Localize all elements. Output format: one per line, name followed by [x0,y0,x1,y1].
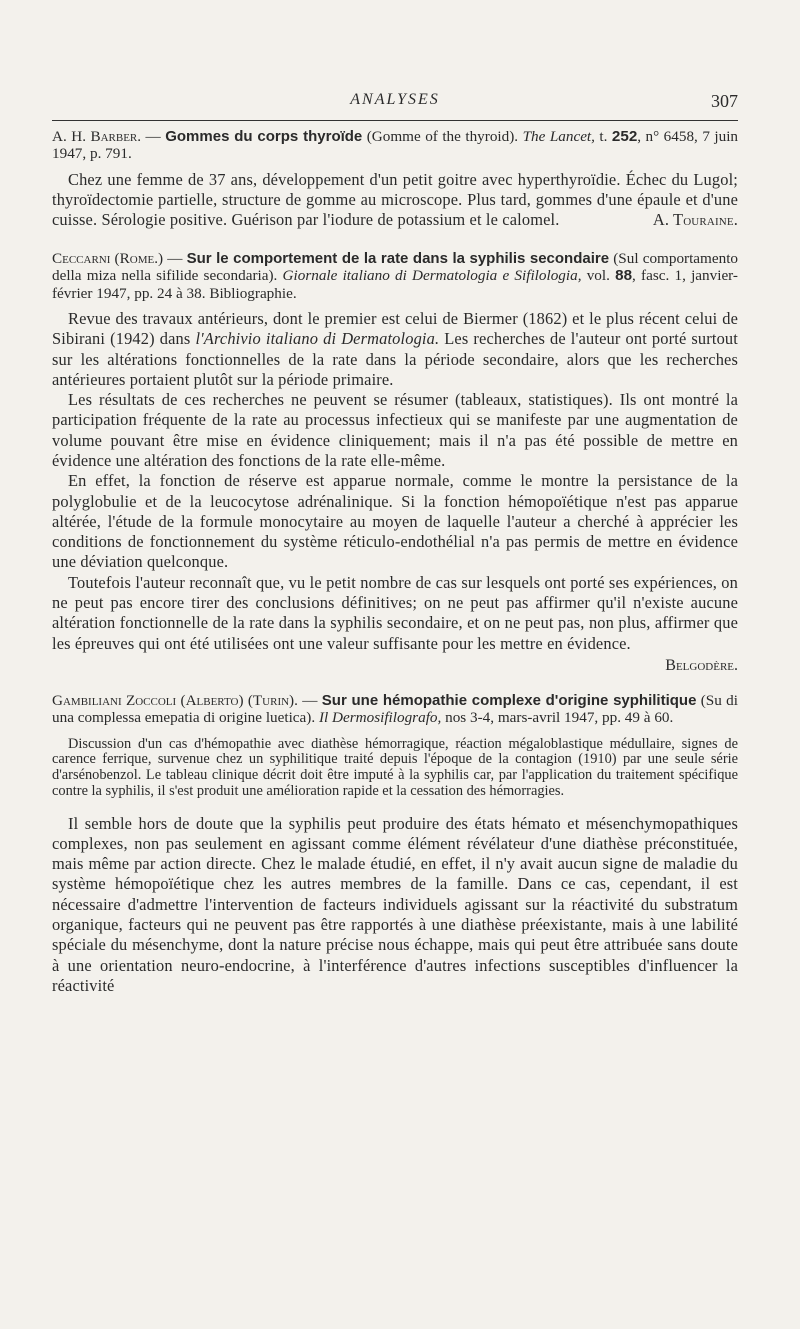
author: A. H. Barber. [52,128,142,145]
article-title: Sur une hémopathie complexe d'origine syphilitique [321,691,697,709]
signature: A. Touraine. [652,210,738,230]
reference: Ceccarni (Rome.) — Sur le comportement de la rate dans la syphilis secondaire (Sul comportamento della miza nella sifilide secondaria). Giornale italiano di Dermatologia e Sifilologia, vol. 88, fasc. 1, janvier-février 1947, pp. 24 à 38. Bibliographie. [52,249,739,302]
author: Ceccarni (Rome.) [52,249,164,267]
article-title: Sur le comportement de la rate dans la syphilis secondaire [186,249,610,267]
paragraph: En effet, la fonction de réserve est apparue normale, comme le montre la persistance de la polyglobulie et de la leucocytose adrénalinique. Si la fonction hémopoïétique n'est pas apparue altérée, l'étude de la formule monocytaire au moyen de laquelle l'auteur a cherché à apprécier les conditions de fonctionnement du système réticulo-endothélial n'a pas permis de mettre en évidence une déviation quelconque. [52,471,738,572]
entry-gambiliani [52,692,738,996]
entry-barber [52,128,738,231]
details: nos 3-4, mars-avril 1947, pp. 49 à 60. [441,709,674,727]
journal: The Lancet, [522,128,595,145]
summary-paragraph: Discussion d'un cas d'hémopathie avec diathèse hémorragique, réaction mégaloblastique médullaire, signes de carence ferrique, survenue chez un syphilitique traité depuis l'époque de la contagion (1910) par une seule série d'arsénobenzol. Le tableau clinique décrit doit être imputé à la syphilis car, par l'application du traitement spécifique contre la syphilis, il s'est produit une amélioration rapide et la cessation des hémorragies. [52,735,738,799]
reference: A. H. Barber. — Gommes du corps thyroïde (Gomme of the thyroid). The Lancet, t. 252, n° 6458, 7 juin 1947, p. 791. [52,128,739,163]
paragraph: Il semble hors de doute que la syphilis peut produire des états hémato et mésenchymopathiques complexes, non pas seulement en agissant comme élément révélateur d'une diathèse préconstituée, mais même par action directe. Chez le malade étudié, en effet, il n'y avait aucun signe de maladie du système hémopoïétique chez les autres membres de la famille. Dans ce cas, cependant, il est nécessaire d'admettre l'intervention de facteurs individuels agissant sur la réactivité du substratum organique, facteurs qui ne peuvent pas être rapportés à une diathèse préexistante, mais à une labilité spéciale du mésenchyme, dont la nature précise nous échappe, mais qui peut être attribuée sans doute à une orientation neuro-endocrine, à l'interférence d'autres infections susceptibles d'influencer la réactivité [52,813,738,995]
volume: 88 [615,267,633,285]
running-title: ANALYSES [350,91,440,108]
author: Gambiliani Zoccoli (Alberto) (Turin). [52,691,298,709]
reference: Gambiliani Zoccoli (Alberto) (Turin). — Sur une hémopathie complexe d'origine syphilitique (Su di una complessa emepatia di origine luetica). Il Dermosifilografo, nos 3-4, mars-avril 1947, pp. 49 à 60. [52,691,738,727]
details: , fasc. 1, janvier-février 1947, pp. 24 à 38. Bibliographie. [52,267,738,302]
original-title: (Su di una complessa emepatia di origine luetica). [52,691,738,727]
journal: Giornale italiano di Dermatologia e Sifilologia, [282,267,582,285]
original-title: (Sul comportamento della miza nella sifilide secondaria). [52,249,739,285]
original-title: (Gomme of the thyroid). [362,128,523,145]
details: , n° 6458, 7 juin 1947, p. 791. [52,128,739,163]
page-number: 307 [711,91,738,111]
article-title: Gommes du corps thyroïde [165,128,363,145]
journal: Il Dermosifilografo, [318,709,442,727]
page-header [52,88,738,118]
header-rule [52,120,738,121]
paragraph: Les résultats de ces recherches ne peuvent se résumer (tableaux, statistiques). Ils ont montré la participation fréquente de la rate au processus infectieux qui se manifeste par une augmentation de volume pouvant être mise en évidence cliniquement; mais il n'a pas été possible de mettre en évidence une altération des fonctions de la rate elle-même. [52,390,738,470]
paragraph: Chez une femme de 37 ans, développement d'un petit goitre avec hyperthyroïdie. Échec du Lugol; thyroïdectomie partielle, structure de gomme au microscope. Plus tard, gommes d'une épaule et d'une cuisse. Sérologie positive. Guérison par l'iodure de potassium et le calomel. A. Touraine. [52,169,738,230]
signature: Belgodère. [665,656,738,674]
entry-ceccarni [52,250,738,676]
volume: 252 [611,128,638,145]
page [52,88,738,996]
paragraph: Revue des travaux antérieurs, dont le premier est celui de Biermer (1862) et le plus récent celui de Sibirani (1942) dans l'Archivio italiano di Dermatologia. Les recherches de l'auteur ont porté surtout sur les altérations fonctionnelles de la rate dans la période secondaire, alors que les recherches antérieures portaient plutôt sur la période primaire. [52,308,738,389]
paragraph: Toutefois l'auteur reconnaît que, vu le petit nombre de cas sur lesquels ont porté ses expériences, on ne peut pas encore tirer des conclusions définitives; on ne peut pas affirmer qu'il n'existe aucune altération fonctionnelle de la rate dans la syphilis secondaire, et on ne peut pas, non plus, affirmer que les épreuves qui ont été utilisées ont une valeur suffisante pour les mettre en évidence. [52,572,738,653]
